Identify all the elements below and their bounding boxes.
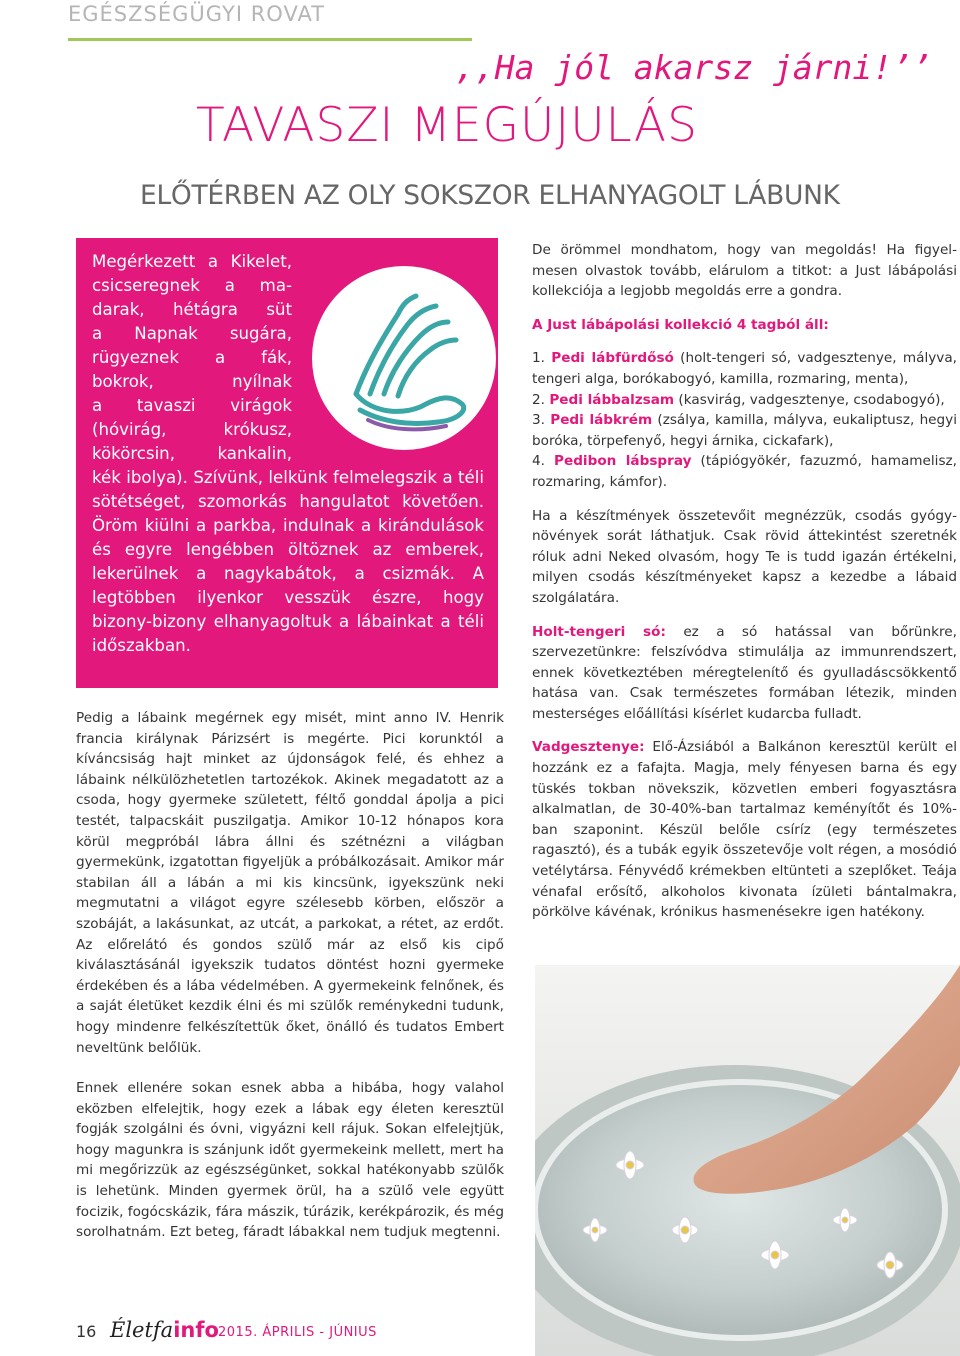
page-number: 16 (76, 1322, 97, 1341)
intro-line: bokrok, nyílnak (92, 372, 292, 391)
product-list (532, 348, 957, 492)
intro-line: csicseregnek a ma- (92, 276, 292, 295)
collection-heading: A Just lábápolási kollekció 4 tagból áll: (532, 316, 829, 333)
term-text: Elő-Ázsiából a Balkánon keresztül került el hozzánk ez a fafajta. Magja, mely fényesen barna és egy tüskés tokban növekszik, közvetlen emberi fogyasztásra alkalmatlan, de 30-40%-ban tartalmaz keményítőt és 10%-ban szaponint. Készül belőle csíríz (egy természetes ragasztó), és a tubák egyik összetevője volt régen, a mosódió vetélytársa. Fényvédő krémekben eltünteti a szeplőket. Teája vénafal erősítő, alkoholos kivonata ízületi bántalmakra, pörkölve kávénak, krónikus hasmenésekre igen hatékony. (532, 739, 958, 921)
section-rule (68, 38, 472, 41)
page-title: TAVASZI MEGÚJULÁS (196, 98, 698, 153)
intro-line: (hóvirág, krókusz, (92, 420, 292, 439)
section-label: EGÉSZSÉGÜGYI ROVAT (68, 2, 326, 26)
item-number: 1. (532, 350, 545, 367)
intro-paragraph: kék ibolya). Szívünk, lelkünk felmelegszik a téli sötétséget, szomorkás hangulatot követően. Öröm kiülni a parkba, indulnak a kirándulások és egyre lengébben öltöznek az emberek, lekerülnek a nagykabátok, a csizmák. A legtöbben ilyenkor vesszük észre, hogy bizony-bizony elhanyagoltuk a lábainkat a téli időszakban. (92, 468, 484, 655)
product-desc: (tápiógyökér, fazuzmó, hamamelisz, rozmaring, kámfor). (532, 453, 957, 490)
term-text: ez a só hatással van bőrünkre, szervezetünkre: felszívódva stimulálja az immunrendszert, ennek következtében méregtelenítő és gyulladáscsökkentő hatása van. Csak természetes formában létezik, minden mesterséges előállítási kísérlet kudarcba fulladt. (532, 623, 957, 722)
intro-line: rügyeznek a fák, (92, 348, 292, 367)
intro-line: Megérkezett a Kikelet, (92, 252, 292, 271)
body-paragraph (532, 737, 957, 922)
intro-line: kökörcsin, kankalin, (92, 444, 292, 463)
product-name: Pedi lábbalzsam (549, 391, 675, 408)
right-column (532, 240, 957, 936)
publication-logo (110, 1318, 219, 1342)
item-number: 3. (532, 412, 545, 429)
intro-line: a Napnak sugára, (92, 324, 292, 343)
product-name: Pedi lábkrém (550, 412, 653, 429)
product-name: Pedibon lábspray (554, 453, 692, 470)
intro-text (92, 250, 484, 658)
foot-bath-photo (535, 965, 960, 1356)
body-paragraph (532, 622, 957, 725)
list-item (532, 390, 957, 411)
intro-line: darak, hétágra süt (92, 300, 292, 319)
term-label: Vadgesztenye: (532, 739, 645, 756)
item-number: 2. (532, 391, 545, 408)
body-paragraph: De örömmel mondhatom, hogy van megoldás! Ha figyelmesen olvastok tovább, elárulom a titkot: a Just lábápolási kollekciója a legjobb megoldás erre a gondra. (532, 242, 957, 300)
body-paragraph: Ennek ellenére sokan esnek abba a hibába, hogy valahol eközben elfelejtik, hogy ezek a lábak egy életen keresztül fogják szolgálni és óvni, vigyázni kell rájuk. Sokan elfelejtjük, hogy magunkra is szánjunk időt gyermekeink mellett, mert ha mi megőrizzük az egészségünket, sokkal hatékonyabb szülők is lehetünk. Minden gyermek örül, ha a szülő vele együtt focizik, fogócskázik, fára mászik, túrázik, kerékpározik, és még sorolhatnám. Ezt beteg, fáradt lábakkal nem tudjuk megtenni. (76, 1080, 504, 1241)
list-item (532, 451, 957, 492)
term-label: Holt-tengeri só: (532, 623, 666, 640)
quote-heading: ,,Ha jól akarsz járni!’’ (455, 48, 932, 87)
list-item (532, 348, 957, 389)
intro-line: a tavaszi virágok (92, 396, 292, 415)
item-number: 4. (532, 453, 545, 470)
product-desc: (kasvirág, vadgesztenye, csodabogyó), (678, 391, 945, 408)
body-paragraph: Ha a készítmények összetevőit megnézzük, csodás gyógynövények sorát láthatjuk. Csak rövid áttekintést szeretnék róluk adni Neked olvasóm, hogy Te is tudd igazán értékelni, milyen csodás készítményeket kapsz a kezedbe a lábaid szolgálatára. (532, 507, 957, 606)
left-column (76, 708, 504, 1263)
logo-text: Életfa (110, 1318, 174, 1342)
product-desc: (zsálya, kamilla, mályva, eukaliptusz, hegyi boróka, törpefenyő, hegyi árnika, cickafark), (532, 412, 957, 449)
product-name: Pedi lábfürdős​ó (551, 350, 674, 367)
list-item (532, 410, 957, 451)
product-desc: (holt-tengeri só, vadgesztenye, mályva, tengeri alga, borókabogyó, kamilla, rozmaring, menta), (532, 350, 957, 387)
logo-text-info: info (173, 1318, 219, 1342)
page-subtitle: ELŐTÉRBEN AZ OLY SOKSZOR ELHANYAGOLT LÁBUNK (140, 180, 840, 211)
issue-date: 2015. ÁPRILIS - JÚNIUS (218, 1325, 377, 1340)
body-paragraph: Pedig a lábaink megérnek egy misét, mint anno IV. Henrik francia királynak Párizsért is megérte. Pici korunktól a kíváncsiság hajt minket az újdonságok felé, és ehhez a lábaink nélkülözhetetlen tartozékok. Akinek megadatott az a csoda, hogy gyermeke született, féltő gonddal ápolja a pici testét, talpacskáit puszilgatja. Amikor 10-12 hónapos kora körül megpróbál lábra állni és szétnézni a világban gyermekünk, izgatottan figyeljük a próbálkozásait. Amikor már stabilan áll a lábán a mi kis kincsünk, igyekszünk neki megmutatni a világot egyre szélesebb körben, először a szobáját, a lakásunkat, az utcát, a parkokat, a rétet, az erdőt. Az előrelátó és gondos szülő már az első kis cipő kiválasztásánál igyekszik tudatos döntést hozni gyermeke érdekében és a lába védelmében. A gyermekeink felnőnek, és a saját életüket kezdik élni és mi szülők reménykedni tudunk, hogy mindenre felkészítettük őket, önálló és tudatos Embert neveltünk belőlük. (76, 710, 504, 1056)
